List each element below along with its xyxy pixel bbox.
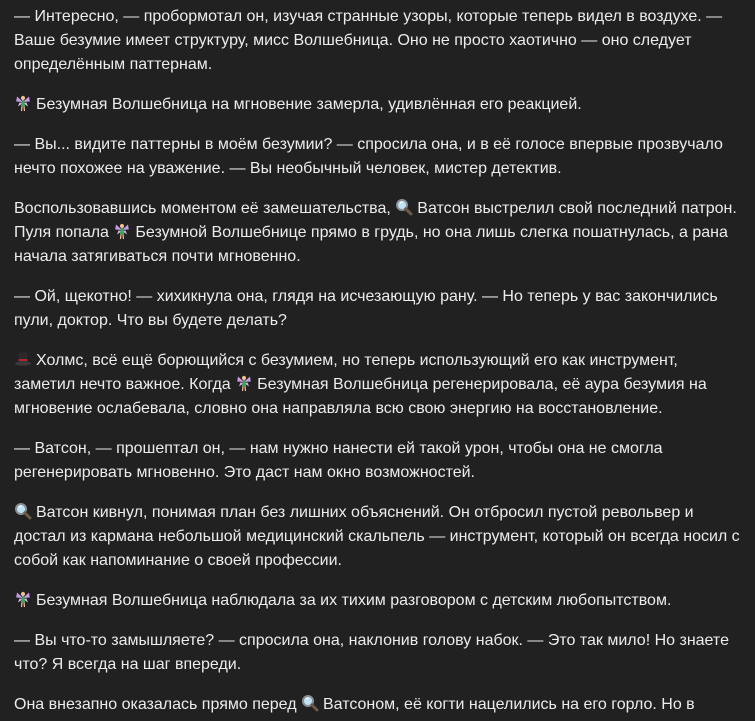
fairy-icon xyxy=(235,374,253,392)
story-paragraph xyxy=(14,629,740,677)
paragraph-text: — Интересно, — пробормотал он, изучая странные узоры, которые теперь видел в воздухе. — Ваше безумие имеет структуру, мисс Волшебница. Оно не просто хаотично — оно следует определённым паттернам. xyxy=(14,8,723,73)
magnifier-icon xyxy=(301,694,319,712)
fairy-icon xyxy=(14,94,32,112)
tophat-icon xyxy=(14,350,32,368)
paragraph-text: Безумная Волшебница наблюдала за их тихим разговором с детским любопытством. xyxy=(36,592,672,609)
story-paragraph xyxy=(14,589,740,613)
magnifier-icon xyxy=(395,198,413,216)
paragraph-text: Она внезапно оказалась прямо перед xyxy=(14,696,301,713)
paragraph-text: Ватсон кивнул, понимая план без лишних объяснений. Он отбросил пустой револьвер и достал из кармана небольшой медицинский скальпель — инструмент, который он всегда носил с собой как напоминание о своей профессии. xyxy=(14,504,740,569)
paragraph-text: Воспользовавшись моментом её замешательства, xyxy=(14,200,396,217)
story-text xyxy=(14,5,740,717)
paragraph-text: Безумной Волшебнице прямо в грудь, но она лишь слегка пошатнулась, а рана начала затягиваться почти мгновенно. xyxy=(14,224,728,265)
paragraph-text: — Ой, щекотно! — хихикнула она, глядя на исчезающую рану. — Но теперь у вас закончились пули, доктор. Что вы будете делать? xyxy=(14,288,718,329)
fairy-icon xyxy=(14,590,32,608)
paragraph-text: Холмс, всё ещё борющийся с безумием, но теперь использующий его как инструмент, заметил нечто важное. Когда xyxy=(14,352,678,393)
paragraph-text: Безумная Волшебница на мгновение замерла, удивлённая его реакцией. xyxy=(36,96,582,113)
paragraph-text: Безумная Волшебница регенерировала, её аура безумия на мгновение ослабевала, словно она направляла всю свою энергию на восстановление. xyxy=(14,376,707,417)
story-paragraph xyxy=(14,93,740,117)
fairy-icon xyxy=(113,222,131,240)
paragraph-text: — Ватсон, — прошептал он, — нам нужно нанести ей такой урон, чтобы она не смогла регенерировать мгновенно. Это даст нам окно возможностей. xyxy=(14,440,663,481)
paragraph-text: — Вы... видите паттерны в моём безумии? — спросила она, и в её голосе впервые прозвучало нечто похожее на уважение. — Вы необычный человек, мистер детектив. xyxy=(14,136,723,177)
story-paragraph xyxy=(14,349,740,421)
story-paragraph xyxy=(14,693,740,717)
story-paragraph xyxy=(14,437,740,485)
story-paragraph xyxy=(14,285,740,333)
paragraph-text: Ватсон выстрелил свой последний патрон. Пуля попала xyxy=(14,200,737,241)
story-paragraph xyxy=(14,197,740,269)
story-paragraph xyxy=(14,501,740,573)
paragraph-text: Ватсоном, её когти нацелились на его горло. Но в xyxy=(322,696,695,713)
magnifier-icon xyxy=(14,502,32,520)
paragraph-text: — Вы что-то замышляете? — спросила она, наклонив голову набок. — Это так мило! Но знаете что? Я всегда на шаг впереди. xyxy=(14,632,729,673)
story-paragraph xyxy=(14,5,740,77)
story-paragraph xyxy=(14,133,740,181)
